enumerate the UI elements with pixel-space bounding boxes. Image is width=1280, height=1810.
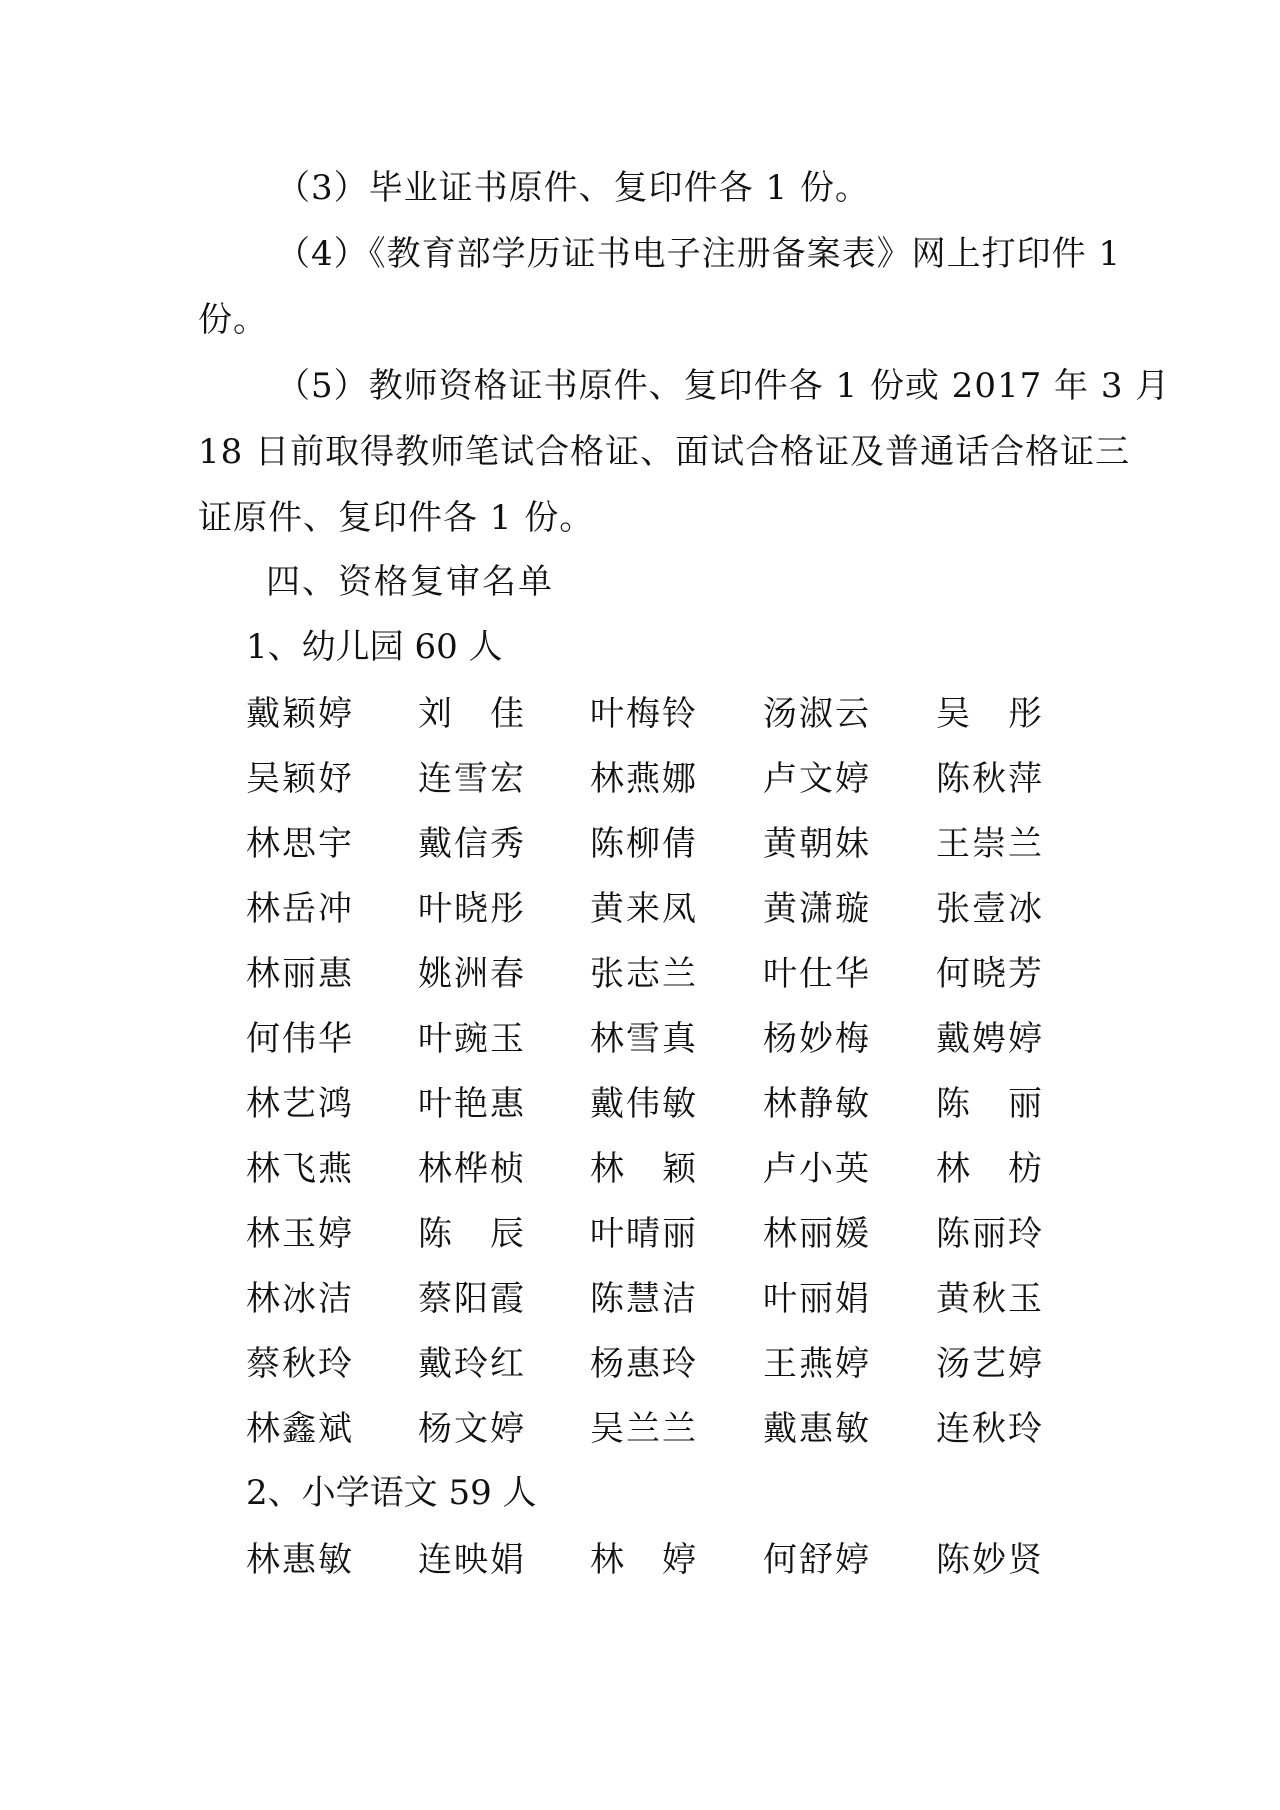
candidate-name: 蔡秋玲 [246,1344,352,1384]
requirement-item-5-line-3: 证原件、复印件各 1 份。 [198,498,595,538]
requirement-item-4-line-1: （4）《教育部学历证书电子注册备案表》网上打印件 1 [276,234,1122,274]
name-row [246,1279,1146,1319]
candidate-name: 黄朝妹 [763,824,869,864]
candidate-name: 叶仕华 [763,954,869,994]
candidate-name: 连映娟 [418,1540,524,1580]
candidate-name: 叶豌玉 [418,1019,524,1059]
candidate-name: 林惠敏 [246,1540,352,1580]
candidate-name: 叶丽娟 [763,1279,869,1319]
candidate-name: 林艺鸿 [246,1084,352,1124]
candidate-name: 林雪真 [590,1019,696,1059]
name-row [246,1540,1146,1580]
candidate-name: 陈丽 [936,1084,1042,1124]
candidate-name: 刘佳 [418,694,524,734]
candidate-name: 杨文婷 [418,1409,524,1449]
candidate-name: 汤淑云 [763,694,869,734]
candidate-name: 林岳冲 [246,889,352,929]
candidate-name: 叶梅铃 [590,694,696,734]
candidate-name: 张志兰 [590,954,696,994]
candidate-name: 吴颖妤 [246,759,352,799]
candidate-name: 连雪宏 [418,759,524,799]
section-title-kindergarten: 1、幼儿园 60 人 [246,627,503,667]
candidate-name: 蔡阳霞 [418,1279,524,1319]
candidate-name: 林思宇 [246,824,352,864]
candidate-name: 林飞燕 [246,1149,352,1189]
section-title-primary-chinese: 2、小学语文 59 人 [246,1473,537,1513]
candidate-name: 王燕婷 [763,1344,869,1384]
candidate-name: 戴惠敏 [763,1409,869,1449]
candidate-name: 杨妙梅 [763,1019,869,1059]
candidate-name: 戴玲红 [418,1344,524,1384]
requirement-item-5-line-2: 18 日前取得教师笔试合格证、面试合格证及普通话合格证三 [198,432,1131,472]
candidate-name: 戴娉婷 [936,1019,1042,1059]
candidate-name: 黄潇璇 [763,889,869,929]
name-row [246,824,1146,864]
candidate-name: 叶晴丽 [590,1214,696,1254]
candidate-name: 何舒婷 [763,1540,869,1580]
candidate-name: 王崇兰 [936,824,1042,864]
candidate-name: 林冰洁 [246,1279,352,1319]
section-heading: 四、资格复审名单 [266,562,554,602]
candidate-name: 何伟华 [246,1019,352,1059]
name-row [246,1214,1146,1254]
candidate-name: 戴信秀 [418,824,524,864]
candidate-name: 叶艳惠 [418,1084,524,1124]
candidate-name: 戴伟敏 [590,1084,696,1124]
candidate-name: 陈秋萍 [936,759,1042,799]
candidate-name: 林丽媛 [763,1214,869,1254]
name-row [246,1019,1146,1059]
candidate-name: 林桦桢 [418,1149,524,1189]
candidate-name: 林枋 [936,1149,1042,1189]
candidate-name: 黄来凤 [590,889,696,929]
candidate-name: 黄秋玉 [936,1279,1042,1319]
requirement-item-5-line-1: （5）教师资格证书原件、复印件各 1 份或 2017 年 3 月 [276,366,1171,406]
name-row [246,1149,1146,1189]
requirement-item-3: （3）毕业证书原件、复印件各 1 份。 [276,168,870,208]
candidate-name: 戴颖婷 [246,694,352,734]
name-row [246,889,1146,929]
candidate-name: 林静敏 [763,1084,869,1124]
candidate-name: 林婷 [590,1540,696,1580]
name-row [246,759,1146,799]
name-row [246,1409,1146,1449]
name-row [246,954,1146,994]
candidate-name: 卢小英 [763,1149,869,1189]
candidate-name: 林鑫斌 [246,1409,352,1449]
name-row [246,694,1146,734]
name-row [246,1084,1146,1124]
candidate-name: 杨惠玲 [590,1344,696,1384]
requirement-item-4-line-2: 份。 [198,300,268,340]
candidate-name: 林玉婷 [246,1214,352,1254]
candidate-name: 陈妙贤 [936,1540,1042,1580]
candidate-name: 林燕娜 [590,759,696,799]
candidate-name: 张壹冰 [936,889,1042,929]
candidate-name: 姚洲春 [418,954,524,994]
candidate-name: 叶晓彤 [418,889,524,929]
candidate-name: 何晓芳 [936,954,1042,994]
candidate-name: 吴兰兰 [590,1409,696,1449]
candidate-name: 林颖 [590,1149,696,1189]
candidate-name: 陈辰 [418,1214,524,1254]
candidate-name: 汤艺婷 [936,1344,1042,1384]
candidate-name: 连秋玲 [936,1409,1042,1449]
candidate-name: 陈丽玲 [936,1214,1042,1254]
candidate-name: 吴彤 [936,694,1042,734]
candidate-name: 陈柳倩 [590,824,696,864]
candidate-name: 陈慧洁 [590,1279,696,1319]
name-row [246,1344,1146,1384]
candidate-name: 林丽惠 [246,954,352,994]
candidate-name: 卢文婷 [763,759,869,799]
